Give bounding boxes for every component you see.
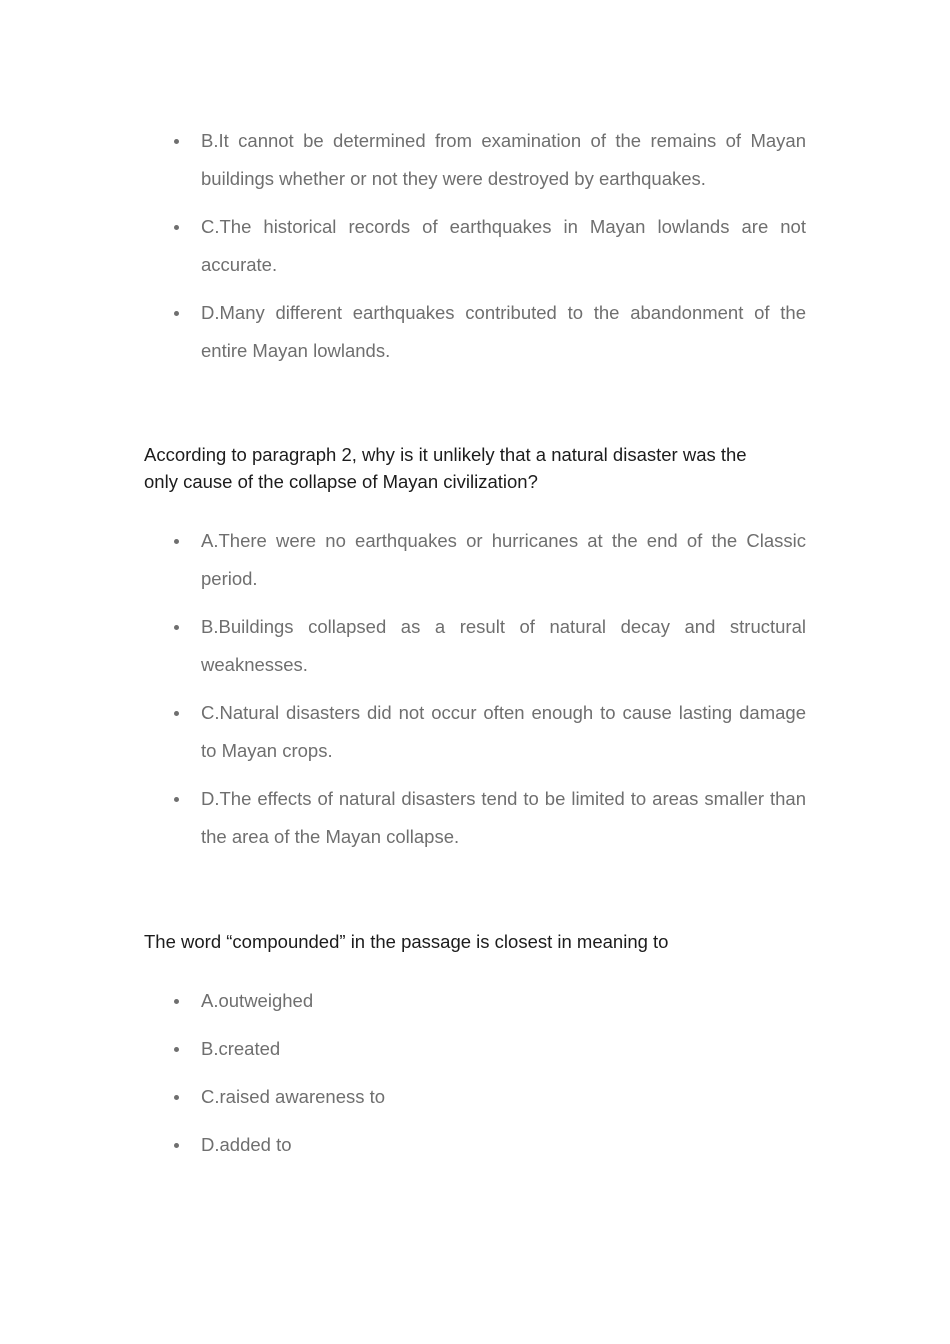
option-d[interactable]: D.added to	[172, 1126, 806, 1164]
option-a[interactable]: A.outweighed	[172, 982, 806, 1020]
option-list-3	[172, 982, 806, 1174]
option-b[interactable]: B.created	[172, 1030, 806, 1068]
option-c[interactable]: C.The historical records of earthquakes in Mayan lowlands are not accurate.	[172, 208, 806, 284]
option-c[interactable]: C.Natural disasters did not occur often enough to cause lasting damage to Mayan crops.	[172, 694, 806, 770]
option-list-2	[172, 522, 806, 866]
option-c[interactable]: C.raised awareness to	[172, 1078, 806, 1116]
option-d[interactable]: D.Many different earthquakes contributed to the abandonment of the entire Mayan lowlands.	[172, 294, 806, 370]
question-3-text: The word “compounded” in the passage is closest in meaning to	[144, 931, 669, 952]
option-a[interactable]: A.There were no earthquakes or hurricanes at the end of the Classic period.	[172, 522, 806, 598]
option-list-1	[172, 122, 806, 380]
option-d[interactable]: D.The effects of natural disasters tend to be limited to areas smaller than the area of the Mayan collapse.	[172, 780, 806, 856]
question-2-text: According to paragraph 2, why is it unlikely that a natural disaster was the only cause of the collapse of Mayan civilization?	[144, 444, 747, 492]
option-b[interactable]: B.It cannot be determined from examination of the remains of Mayan buildings whether or not they were destroyed by earthquakes.	[172, 122, 806, 198]
option-b[interactable]: B.Buildings collapsed as a result of natural decay and structural weaknesses.	[172, 608, 806, 684]
